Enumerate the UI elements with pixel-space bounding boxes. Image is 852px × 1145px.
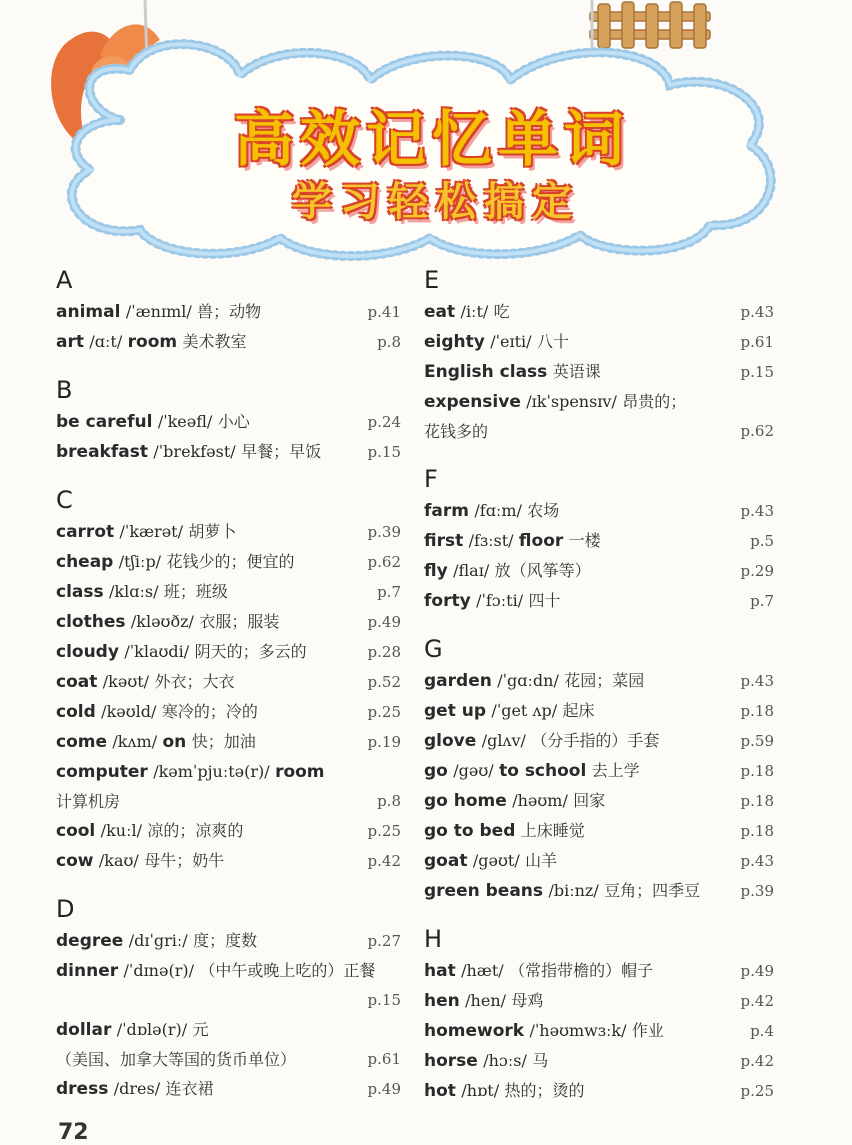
entry-page-ref: p.4 [750, 1022, 774, 1040]
entry-page-ref: p.42 [740, 992, 774, 1010]
entry-word: expensive [424, 392, 521, 412]
vocab-entry [56, 607, 401, 637]
entry-text [424, 756, 774, 786]
entry-text [424, 726, 774, 756]
entry-phonetic: /biːnz/ [548, 881, 599, 900]
banner-subtitle: 学习轻松搞定 [292, 179, 580, 225]
entry-word: go [424, 761, 448, 781]
entry-phonetic: /fɜːst/ [468, 531, 514, 550]
entry-word: coat [56, 672, 98, 692]
entry-text [424, 496, 774, 526]
entry-text [56, 607, 401, 637]
entry-text [56, 926, 401, 956]
entry-meaning: 去上学 [591, 761, 640, 780]
entry-phonetic: /kəmˈpjuːtə(r)/ [153, 762, 270, 781]
vocab-entry [56, 297, 401, 327]
vocab-entry [424, 846, 774, 876]
entry-text [56, 816, 401, 846]
entry-meaning-continued: 花钱多的 [424, 422, 489, 441]
vocab-entry [56, 846, 401, 876]
entry-page-ref: p.43 [740, 502, 774, 520]
entry-phonetic: /ˈget ʌp/ [491, 701, 558, 720]
entry-page-ref: p.19 [367, 733, 401, 751]
entry-meaning: 作业 [631, 1021, 664, 1040]
vocab-entry [424, 1076, 774, 1106]
entry-text [424, 586, 774, 616]
entry-phonetic: /kləʊðz/ [130, 612, 194, 631]
entry-text [56, 1015, 401, 1045]
entry-text [424, 1016, 774, 1046]
entry-phonetic: /flaɪ/ [453, 561, 490, 580]
entry-phonetic: /fɑːm/ [474, 501, 522, 520]
entry-word: eat [424, 302, 456, 322]
entry-meaning: 放（风筝等） [494, 561, 591, 580]
entry-word: carrot [56, 522, 115, 542]
entry-page-ref: p.24 [367, 413, 401, 431]
vocab-entry [424, 956, 774, 986]
entry-page-ref: p.25 [367, 822, 401, 840]
entry-word: be careful [56, 412, 153, 432]
entry-word: eighty [424, 332, 485, 352]
vocab-entry [56, 1015, 401, 1074]
vocab-entry [424, 986, 774, 1016]
entry-text [424, 1046, 774, 1076]
entry-word: go home [424, 791, 507, 811]
entry-text [424, 816, 774, 846]
entry-meaning: 凉的；凉爽的 [147, 821, 244, 840]
vocab-entry [56, 407, 401, 437]
vocab-entry [56, 697, 401, 727]
entry-word: homework [424, 1021, 525, 1041]
entry-meaning: 花钱少的；便宜的 [166, 552, 295, 571]
entry-meaning: 农场 [527, 501, 560, 520]
entry-page-ref: p.62 [740, 422, 774, 440]
entry-page-ref: p.8 [377, 792, 401, 810]
entry-word: goat [424, 851, 468, 871]
entry-meaning: 小心 [217, 412, 250, 431]
entry-page-ref: p.43 [740, 303, 774, 321]
entry-word: cold [56, 702, 96, 722]
entry-word: horse [424, 1051, 478, 1071]
entry-page-ref: p.15 [367, 991, 401, 1009]
title-banner [0, 0, 852, 265]
entry-page-ref: p.42 [367, 852, 401, 870]
entry-word: hot [424, 1081, 456, 1101]
entry-phonetic: /glʌv/ [481, 731, 526, 750]
entry-phonetic: /iːt/ [460, 302, 489, 321]
entry-phonetic: /ˈhəʊmwɜːk/ [529, 1021, 627, 1040]
entry-word: first [424, 531, 464, 551]
entry-page-ref: p.49 [367, 613, 401, 631]
entry-word-extra: to school [499, 761, 587, 781]
section-letter: A [56, 266, 73, 294]
entry-text [424, 297, 774, 327]
entry-phonetic: /dɪˈgriː/ [128, 931, 188, 950]
entry-phonetic: /hen/ [465, 991, 507, 1010]
entry-text [424, 986, 774, 1016]
entry-page-ref: p.42 [740, 1052, 774, 1070]
entry-phonetic: /klɑːs/ [109, 582, 159, 601]
section-letter: C [56, 486, 73, 514]
entry-phonetic: /ˈklaʊdi/ [124, 642, 190, 661]
entry-word: go to bed [424, 821, 516, 841]
vocab-entry [56, 547, 401, 577]
entry-page-ref: p.27 [367, 932, 401, 950]
entry-page-ref: p.43 [740, 672, 774, 690]
letter-section [424, 265, 774, 446]
section-letter: E [424, 266, 440, 294]
entry-page-ref: p.8 [377, 333, 401, 351]
entry-word: farm [424, 501, 469, 521]
entry-meaning-continued: （美国、加拿大等国的货币单位） [56, 1050, 297, 1069]
entry-meaning: 兽；动物 [197, 302, 262, 321]
vocab-entry [56, 667, 401, 697]
entry-page-ref: p.7 [750, 592, 774, 610]
entry-page-ref: p.5 [750, 532, 774, 550]
entry-meaning: 一楼 [568, 531, 601, 550]
vocab-entry [424, 786, 774, 816]
entry-word-extra: room [127, 332, 178, 352]
entry-phonetic: /ɑːt/ [89, 332, 123, 351]
banner-title: 高效记忆单词 [234, 105, 630, 175]
entry-page-ref: p.43 [740, 852, 774, 870]
entry-phonetic: /kʌm/ [112, 732, 158, 751]
entry-word: dinner [56, 961, 119, 981]
vocab-entry [56, 437, 401, 467]
entry-meaning: （常指带檐的）帽子 [509, 961, 654, 980]
entry-meaning: 吃 [493, 302, 510, 321]
entry-phonetic: /kəʊt/ [102, 672, 150, 691]
entry-page-ref: p.29 [740, 562, 774, 580]
vocab-entry [56, 517, 401, 547]
entry-meaning: 阴天的；多云的 [194, 642, 307, 661]
entry-word: come [56, 732, 107, 752]
vocab-entry [424, 586, 774, 616]
entry-phonetic: /ˈeɪti/ [490, 332, 532, 351]
entry-page-ref: p.18 [740, 822, 774, 840]
entry-phonetic: /ˈdɒlə(r)/ [116, 1020, 188, 1039]
entry-page-ref: p.7 [377, 583, 401, 601]
entry-page-ref: p.41 [367, 303, 401, 321]
entry-page-ref: p.62 [367, 553, 401, 571]
vocab-entry [56, 926, 401, 956]
entry-page-ref: p.39 [367, 523, 401, 541]
entry-word: animal [56, 302, 121, 322]
entry-meaning-continued: 计算机房 [56, 792, 121, 811]
entry-meaning: 衣服；服装 [199, 612, 280, 631]
entry-page-ref: p.61 [367, 1050, 401, 1068]
entry-text [56, 1074, 401, 1104]
entry-text [424, 666, 774, 696]
vocab-entry [424, 556, 774, 586]
entry-word: green beans [424, 881, 544, 901]
page-number: 72 [58, 1120, 89, 1145]
vocab-entry [424, 1016, 774, 1046]
entry-page-ref: p.49 [367, 1080, 401, 1098]
entry-text [56, 297, 401, 327]
vocab-entry [56, 637, 401, 667]
entry-phonetic: /kaʊ/ [98, 851, 139, 870]
entry-text [424, 1076, 774, 1106]
entry-page-ref: p.49 [740, 962, 774, 980]
entry-text [56, 697, 401, 727]
entry-page-ref: p.61 [740, 333, 774, 351]
vocab-entry [56, 757, 401, 816]
entry-word: fly [424, 561, 448, 581]
entry-page-ref: p.25 [367, 703, 401, 721]
entry-page-ref: p.59 [740, 732, 774, 750]
entry-text [56, 846, 401, 876]
entry-word-extra: on [162, 732, 187, 752]
entry-word: forty [424, 591, 471, 611]
vocab-entry [424, 756, 774, 786]
entry-meaning: 回家 [573, 791, 606, 810]
entry-word: dollar [56, 1020, 112, 1040]
vocab-entry [424, 816, 774, 846]
entry-text [56, 547, 401, 577]
entry-page-ref: p.15 [740, 363, 774, 381]
entry-meaning-continued [56, 986, 401, 1015]
entry-word: cloudy [56, 642, 119, 662]
vocab-entry [56, 956, 401, 1015]
entry-text [56, 637, 401, 667]
entry-phonetic: /dres/ [113, 1079, 161, 1098]
letter-section [424, 924, 774, 1106]
vocab-entry [424, 666, 774, 696]
entry-text [424, 357, 774, 387]
entry-page-ref: p.15 [367, 443, 401, 461]
entry-page-ref: p.18 [740, 702, 774, 720]
entry-meaning: 花园；菜园 [564, 671, 645, 690]
entry-meaning: 热的；烫的 [504, 1081, 585, 1100]
vocab-entry [424, 327, 774, 357]
section-letter: H [424, 925, 443, 953]
entry-meaning: 上床睡觉 [520, 821, 585, 840]
entry-meaning: 早餐；早饭 [241, 442, 322, 461]
entry-word: breakfast [56, 442, 148, 462]
letter-section [56, 485, 401, 876]
entry-phonetic: /gəʊ/ [453, 761, 494, 780]
entry-text [56, 517, 401, 547]
entry-phonetic: /ˈænɪml/ [125, 302, 192, 321]
entry-page-ref: p.39 [740, 882, 774, 900]
vocab-entry [424, 726, 774, 756]
entry-phonetic: /həʊm/ [512, 791, 568, 810]
entry-phonetic: /ˈbrekfəst/ [153, 442, 236, 461]
entry-meaning: 昂贵的； [622, 392, 687, 411]
entry-text [56, 757, 401, 787]
entry-text [424, 387, 774, 417]
entry-meaning: 连衣裙 [165, 1079, 214, 1098]
entry-word: cow [56, 851, 94, 871]
vocab-entry [56, 577, 401, 607]
entry-phonetic: /ɪkˈspensɪv/ [526, 392, 617, 411]
entry-word: cool [56, 821, 96, 841]
entry-word: degree [56, 931, 124, 951]
letter-section [424, 634, 774, 906]
vocab-entry [424, 387, 774, 446]
letter-section [424, 464, 774, 616]
entry-phonetic: /hɒt/ [461, 1081, 500, 1100]
section-letter: D [56, 895, 75, 923]
letter-section [56, 894, 401, 1104]
entry-phonetic: /tʃiːp/ [118, 552, 162, 571]
vocab-entry [424, 496, 774, 526]
left-column [56, 265, 401, 1122]
entry-phonetic: /ˈkeəfl/ [157, 412, 213, 431]
entry-text [56, 727, 401, 757]
entry-meaning: 母牛；奶牛 [144, 851, 225, 870]
entry-phonetic: /ˈkærət/ [119, 522, 183, 541]
entry-meaning: 快；加油 [191, 732, 256, 751]
entry-text [424, 696, 774, 726]
fence-illustration [590, 2, 710, 48]
entry-meaning: 起床 [562, 701, 595, 720]
vocab-entry [424, 297, 774, 327]
vocab-entry [56, 816, 401, 846]
entry-meaning: 度；度数 [193, 931, 258, 950]
entry-word: glove [424, 731, 477, 751]
entry-text [56, 327, 401, 357]
entry-page-ref: p.18 [740, 762, 774, 780]
entry-word: clothes [56, 612, 126, 632]
entry-word: hen [424, 991, 460, 1011]
entry-phonetic: /ˈfɔːti/ [476, 591, 524, 610]
entry-meaning: 外衣；大衣 [154, 672, 235, 691]
entry-meaning: 胡萝卜 [188, 522, 237, 541]
vocab-entry [56, 327, 401, 357]
vocab-entry [56, 727, 401, 757]
entry-page-ref: p.52 [367, 673, 401, 691]
entry-meaning: 山羊 [525, 851, 558, 870]
entry-text [56, 577, 401, 607]
entry-phonetic: /gəʊt/ [472, 851, 520, 870]
entry-meaning: （分手指的）手套 [531, 731, 660, 750]
entry-meaning: 豆角；四季豆 [604, 881, 701, 900]
section-letter: B [56, 376, 73, 404]
entry-page-ref: p.28 [367, 643, 401, 661]
vocab-entry [424, 526, 774, 556]
entry-meaning: 班；班级 [163, 582, 228, 601]
entry-meaning: 英语课 [552, 362, 601, 381]
entry-text [424, 526, 774, 556]
entry-word: computer [56, 762, 148, 782]
entry-text [424, 556, 774, 586]
entry-page-ref: p.18 [740, 792, 774, 810]
entry-meaning: 母鸡 [511, 991, 544, 1010]
vocab-entry [424, 696, 774, 726]
entry-phonetic: /hæt/ [461, 961, 504, 980]
entry-meaning: 马 [532, 1051, 549, 1070]
section-letter: F [424, 465, 438, 493]
entry-meaning: 美术教室 [182, 332, 247, 351]
section-letter: G [424, 635, 443, 663]
entry-word: garden [424, 671, 492, 691]
entry-meaning: 寒冷的；冷的 [161, 702, 258, 721]
vocab-entry [424, 357, 774, 387]
entry-text [424, 956, 774, 986]
entry-text [56, 437, 401, 467]
entry-phonetic: /ˈgɑːdn/ [497, 671, 559, 690]
entry-meaning: 四十 [528, 591, 561, 610]
entry-word: hat [424, 961, 456, 981]
entry-phonetic: /kuːl/ [100, 821, 142, 840]
vocab-entry [56, 1074, 401, 1104]
entry-text [424, 786, 774, 816]
entry-phonetic: /hɔːs/ [483, 1051, 527, 1070]
entry-meaning: （中午或晚上吃的）正餐 [199, 961, 376, 980]
vocab-entry [424, 1046, 774, 1076]
entry-text [56, 407, 401, 437]
entry-word: get up [424, 701, 487, 721]
entry-word: art [56, 332, 84, 352]
vocab-entry [424, 876, 774, 906]
entry-phonetic: /ˈdɪnə(r)/ [123, 961, 194, 980]
entry-word-extra: floor [518, 531, 564, 551]
entry-text [56, 956, 401, 986]
entry-text [56, 667, 401, 697]
entry-word: English class [424, 362, 548, 382]
entry-word: dress [56, 1079, 109, 1099]
right-column [424, 265, 774, 1124]
letter-section [56, 265, 401, 357]
letter-section [56, 375, 401, 467]
entry-word: class [56, 582, 104, 602]
entry-text [424, 846, 774, 876]
entry-word: cheap [56, 552, 114, 572]
entry-text [424, 327, 774, 357]
entry-meaning: 元 [192, 1020, 209, 1039]
entry-phonetic: /kəʊld/ [101, 702, 157, 721]
entry-word-extra: room [275, 762, 325, 782]
entry-meaning: 八十 [536, 332, 569, 351]
entry-page-ref: p.25 [740, 1082, 774, 1100]
entry-text [424, 876, 774, 906]
